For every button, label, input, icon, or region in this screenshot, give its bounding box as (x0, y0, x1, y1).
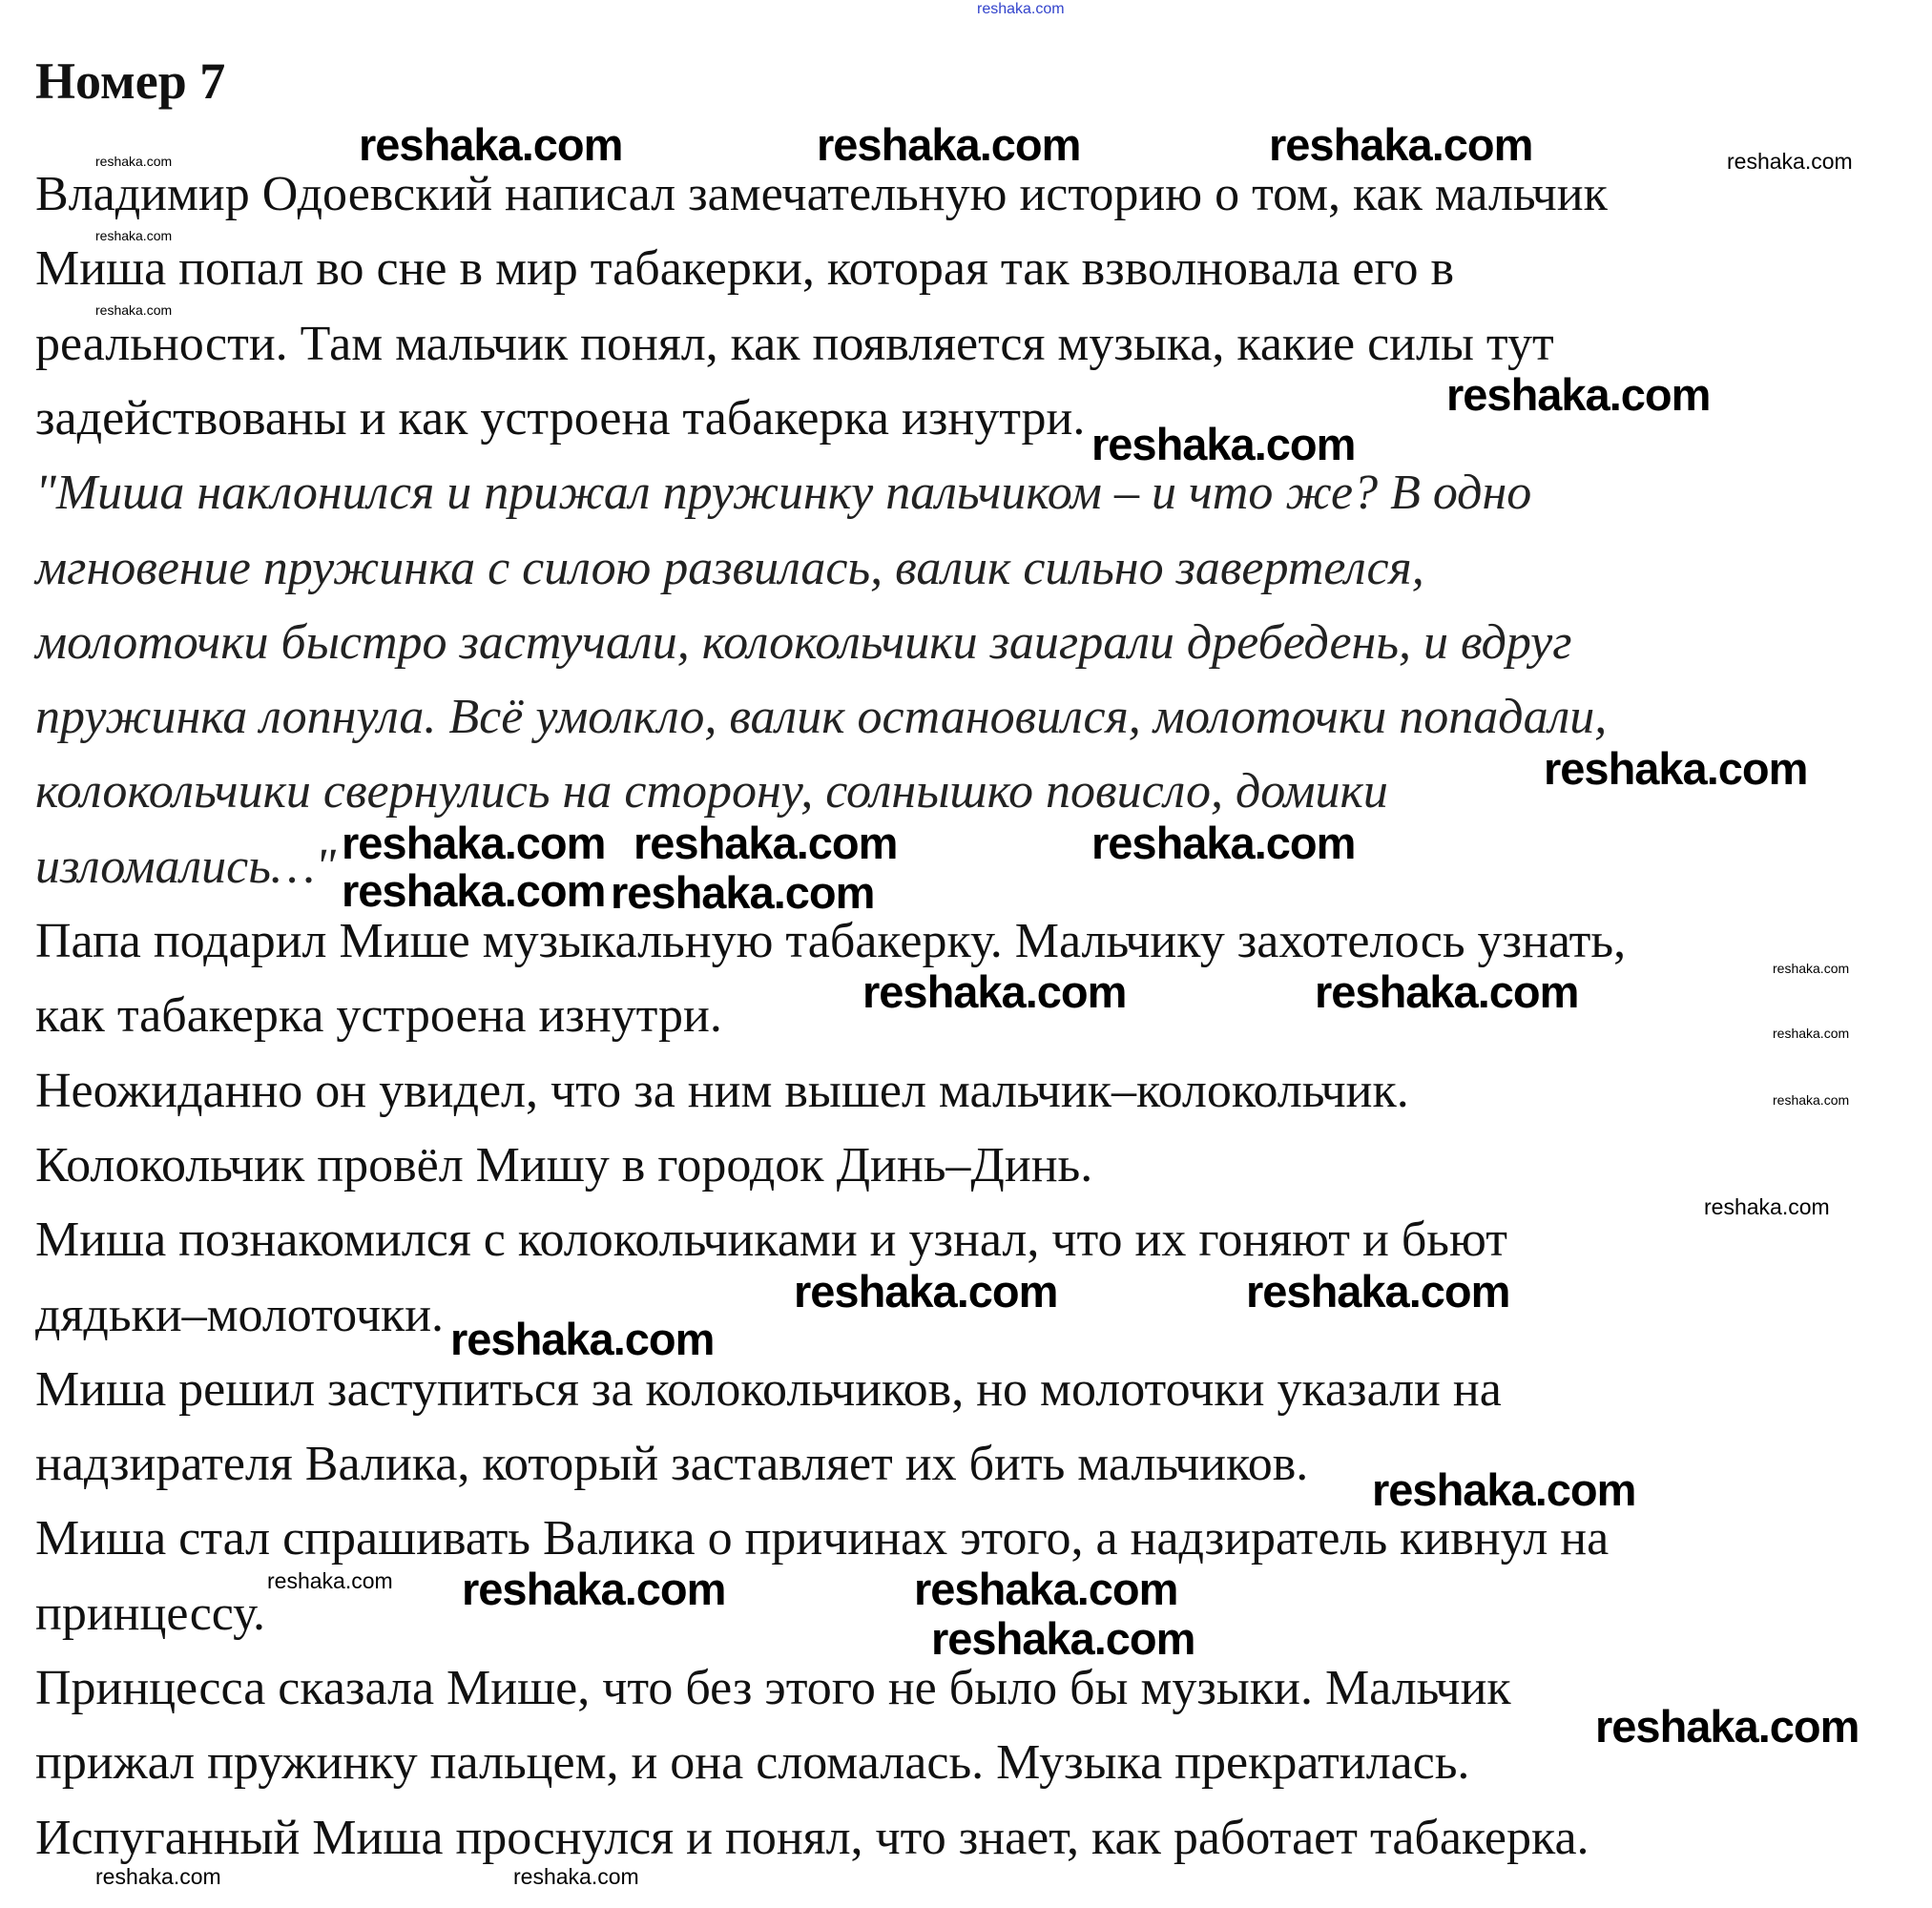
quote-line: мгновение пружинка с силою развилась, валик сильно завертелся, (35, 540, 1424, 595)
watermark: reshaka.com (794, 1266, 1058, 1317)
text-line: Папа подарил Мише музыкальную табакерку. Мальчику захотелось узнать, (35, 914, 1627, 968)
watermark: reshaka.com (1091, 419, 1356, 469)
quote-line: изломались…" (35, 839, 336, 894)
watermark: reshaka.com (914, 1564, 1178, 1614)
watermark: reshaka.com (1773, 961, 1850, 976)
quote-line: "Миша наклонился и прижал пружинку пальчиком – и что же? В одно (35, 466, 1532, 521)
watermark: reshaka.com (342, 865, 606, 916)
text-line: надзирателя Валика, который заставляет их бить мальчиков. (35, 1437, 1309, 1492)
watermark: reshaka.com (1446, 369, 1711, 420)
text-line: Миша попал во сне в мир табакерки, которая так взволновала его в (35, 241, 1455, 297)
text-line: Колокольчик провёл Мишу в городок Динь–Динь. (35, 1137, 1093, 1192)
page-title: Номер 7 (35, 52, 226, 110)
text-line: Испуганный Миша проснулся и понял, что знает, как работает табакерка. (35, 1810, 1589, 1865)
quote-line: молоточки быстро застучали, колокольчики заиграли дребедень, и вдруг (35, 614, 1572, 670)
text-line: принцессу. (35, 1586, 265, 1641)
watermark: reshaka.com (462, 1564, 726, 1614)
watermark: reshaka.com (513, 1864, 639, 1889)
watermark: reshaka.com (95, 228, 173, 243)
watermark: reshaka.com (611, 867, 875, 918)
text-line: прижал пружинку пальцем, и она сломалась. Музыка прекратилась. (35, 1735, 1470, 1791)
watermark: reshaka.com (1727, 149, 1853, 174)
watermark: reshaka.com (1372, 1464, 1636, 1515)
watermark: reshaka.com (862, 966, 1127, 1017)
watermark: reshaka.com (1246, 1266, 1510, 1317)
watermark: reshaka.com (1773, 1092, 1850, 1108)
quote-line: колокольчики свернулись на сторону, солнышко повисло, домики (35, 764, 1388, 819)
watermark: reshaka.com (95, 302, 173, 318)
watermark: reshaka.com (817, 119, 1081, 170)
text-line: Миша познакомился с колокольчиками и узнал, что их гоняют и бьют (35, 1213, 1507, 1268)
text-line: Владимир Одоевский написал замечательную историю о том, как мальчик (35, 167, 1608, 221)
watermark: reshaka.com (977, 1, 1065, 17)
text-line: задействованы и как устроена табакерка изнутри. (35, 390, 1086, 446)
quote-line: пружинка лопнула. Всё умолкло, валик остановился, молоточки попадали, (35, 690, 1608, 745)
watermark: reshaka.com (95, 154, 173, 169)
watermark: reshaka.com (1269, 119, 1533, 170)
text-line: Неожиданно он увидел, что за ним вышел мальчик–колокольчик. (35, 1063, 1409, 1118)
watermark: reshaka.com (931, 1613, 1195, 1664)
watermark: reshaka.com (267, 1568, 393, 1593)
watermark: reshaka.com (342, 818, 606, 868)
text-line: Миша стал спрашивать Валика о причинах этого, а надзиратель кивнул на (35, 1511, 1610, 1566)
text-line: дядьки–молоточки. (35, 1287, 445, 1342)
watermark: reshaka.com (1773, 1026, 1850, 1041)
watermark: reshaka.com (95, 1864, 221, 1889)
text-line: реальности. Там мальчик понял, как появляется музыка, какие силы тут (35, 316, 1554, 371)
watermark: reshaka.com (1315, 966, 1579, 1017)
watermark: reshaka.com (359, 119, 623, 170)
watermark: reshaka.com (450, 1314, 715, 1364)
text-line: Принцесса сказала Мише, что без этого не было бы музыки. Мальчик (35, 1661, 1511, 1715)
text-line: как табакерка устроена изнутри. (35, 988, 722, 1044)
watermark: reshaka.com (1091, 818, 1356, 868)
text-line: Миша решил заступиться за колокольчиков, но молоточки указали на (35, 1361, 1502, 1417)
watermark: reshaka.com (1704, 1194, 1830, 1219)
watermark: reshaka.com (1544, 743, 1808, 794)
watermark: reshaka.com (1595, 1701, 1859, 1752)
watermark: reshaka.com (634, 818, 898, 868)
